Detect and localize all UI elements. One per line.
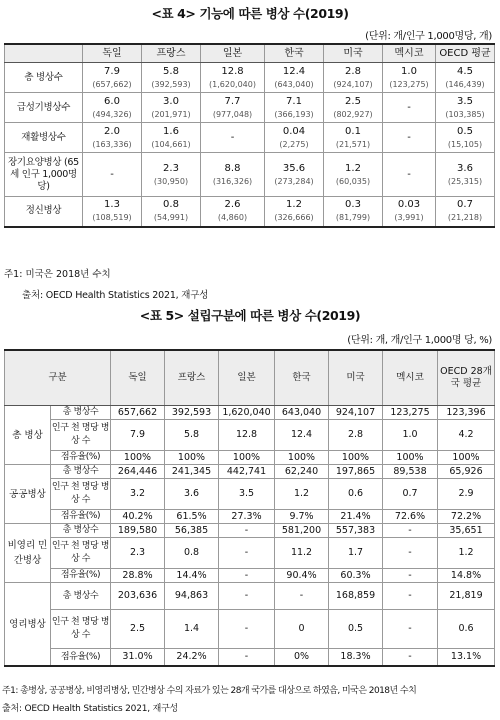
- table4-row: [5, 63, 495, 93]
- table5-cell: 21,819: [438, 583, 495, 610]
- table4-cell-value: 0.04: [282, 125, 306, 137]
- table5-cell: 100%: [275, 451, 329, 465]
- table4-cell-count: (123,275): [389, 79, 429, 89]
- table5-cell: 72.2%: [438, 510, 495, 524]
- table4-cell: [324, 93, 383, 123]
- table4-cell-value: 0.1: [345, 125, 361, 137]
- table4-row-label: 정신병상: [5, 197, 83, 227]
- table4-cell: [265, 197, 324, 227]
- table5-cell: 100%: [383, 451, 438, 465]
- table5-header-cell: 미국: [329, 350, 383, 406]
- table4-cell-value: 35.6: [282, 162, 306, 174]
- table5-cell: -: [275, 583, 329, 610]
- table4-cell-value: 2.6: [224, 199, 241, 211]
- table4-cell: [142, 123, 201, 153]
- table4-cell-count: (146,439): [445, 79, 485, 89]
- table5-cell: -: [383, 538, 438, 569]
- table5-note: 주1: 총병상, 공공병상, 비영리병상, 민간병상 수의 자료가 있는 28개 국가를 대상으로 하였음, 미국은 2018년 수치: [2, 686, 417, 696]
- table5-header-cell: 구분: [5, 350, 111, 406]
- table4-cell-count: (316,326): [212, 176, 253, 186]
- table5-cell: 123,275: [383, 406, 438, 420]
- table5-cell: 100%: [438, 451, 495, 465]
- table5-header-cell: 일본: [219, 350, 275, 406]
- table5-cell: 1.2: [438, 538, 495, 569]
- table5-cell: 1.4: [165, 610, 219, 649]
- table5: [4, 349, 495, 667]
- table4-cell-count: (21,218): [447, 213, 483, 223]
- table5-item-label: 인구 천 명당 병상 수: [51, 610, 111, 649]
- table5-cell: 0%: [275, 649, 329, 667]
- table5-cell: 1.7: [329, 538, 383, 569]
- table4-cell-value: 0.8: [163, 199, 179, 211]
- table5-cell: 14.8%: [438, 569, 495, 583]
- table5-cell: 197,865: [329, 465, 383, 479]
- table4-cell: [201, 197, 265, 227]
- table5-row: [5, 524, 495, 538]
- table4-cell-value: 2.8: [345, 65, 361, 77]
- table4-row: [5, 93, 495, 123]
- table4-cell: [324, 123, 383, 153]
- table5-cell: 65,926: [438, 465, 495, 479]
- table5-cell: 0.6: [438, 610, 495, 649]
- table5-row: [5, 406, 495, 420]
- table4-cell-value: 4.5: [457, 65, 473, 77]
- table5-cell: 0.7: [383, 479, 438, 510]
- table5-cell: 94,863: [165, 583, 219, 610]
- table4-cell: [83, 197, 142, 227]
- table4-cell-count: (81,799): [335, 213, 371, 223]
- table4-row: [5, 197, 495, 227]
- table5-cell: 2.8: [329, 420, 383, 451]
- table5-cell: 2.5: [111, 610, 165, 649]
- table4-cell: [265, 93, 324, 123]
- table4-cell-count: (163,336): [92, 139, 132, 149]
- table4-title: <표 4> 기능에 따른 병상 수(2019): [151, 6, 349, 21]
- table5-cell: 100%: [111, 451, 165, 465]
- table4-cell-value: 0.5: [457, 125, 473, 137]
- table5-cell: 168,859: [329, 583, 383, 610]
- table4-cell: [436, 153, 495, 197]
- table4-header-cell: 멕시코: [383, 44, 436, 63]
- table4-cell: [142, 153, 201, 197]
- table4-cell-value: 1.0: [401, 65, 417, 77]
- table5-item-label: 총 병상수: [51, 465, 111, 479]
- table5-item-label: 인구 천 명당 병상 수: [51, 479, 111, 510]
- table5-cell: 24.2%: [165, 649, 219, 667]
- table5-cell: -: [383, 524, 438, 538]
- table4-cell-count: (1,620,040): [209, 79, 256, 89]
- table4-cell-count: (494,326): [92, 109, 132, 119]
- table4-cell-value: 12.8: [221, 65, 244, 77]
- table5-cell: 203,636: [111, 583, 165, 610]
- table5-cell: 21.4%: [329, 510, 383, 524]
- table5-cell: -: [219, 649, 275, 667]
- table4-body: [5, 63, 495, 227]
- table4-cell-count: (3,991): [394, 213, 424, 223]
- table5-cell: 62,240: [275, 465, 329, 479]
- table5-row: [5, 510, 495, 524]
- table4-cell-value: 1.2: [345, 162, 361, 174]
- table5-cell: 392,593: [165, 406, 219, 420]
- table5-cell: 56,385: [165, 524, 219, 538]
- table5-cell: 100%: [165, 451, 219, 465]
- table4-cell: [83, 63, 142, 93]
- table4-cell-value: -: [407, 169, 411, 180]
- table5-cell: 60.3%: [329, 569, 383, 583]
- table5-cell: 90.4%: [275, 569, 329, 583]
- table5-row: [5, 610, 495, 649]
- table5-cell: -: [219, 524, 275, 538]
- table4-header-cell: 독일: [83, 44, 142, 63]
- table5-group-label: 공공병상: [5, 465, 51, 524]
- table5-cell: 5.8: [165, 420, 219, 451]
- table4-cell-value: 6.0: [104, 95, 120, 107]
- table5-item-label: 점유율(%): [51, 451, 111, 465]
- table4-cell-value: 7.7: [224, 95, 241, 107]
- table5-cell: -: [219, 583, 275, 610]
- table4-cell-count: (4,860): [217, 213, 248, 223]
- table4-cell: [201, 63, 265, 93]
- table5-row: [5, 420, 495, 451]
- table5-item-label: 총 병상수: [51, 583, 111, 610]
- table4-row: [5, 153, 495, 197]
- table4-cell-count: (977,048): [212, 109, 253, 119]
- table4-cell: [142, 93, 201, 123]
- table4-cell: [83, 123, 142, 153]
- table4-cell-value: 8.8: [224, 162, 241, 174]
- table5-header-cell: 독일: [111, 350, 165, 406]
- table4-cell-value: 2.5: [345, 95, 361, 107]
- table4-cell: [383, 197, 436, 227]
- table4-source: 출처: OECD Health Statistics 2021, 재구성: [22, 290, 209, 301]
- table5-item-label: 총 병상수: [51, 524, 111, 538]
- table5-group-label: 총 병상: [5, 406, 51, 465]
- table4-row: [5, 123, 495, 153]
- table4-cell: [383, 93, 436, 123]
- table4-cell-value: 7.9: [104, 65, 120, 77]
- table4-cell: [436, 93, 495, 123]
- table4-cell: [83, 153, 142, 197]
- table4-cell: [83, 93, 142, 123]
- table5-cell: -: [219, 569, 275, 583]
- table4-cell: [265, 63, 324, 93]
- table5-cell: 581,200: [275, 524, 329, 538]
- table5-cell: 40.2%: [111, 510, 165, 524]
- table4-cell-value: 1.2: [286, 199, 302, 211]
- table4: [4, 43, 495, 228]
- table5-cell: 7.9: [111, 420, 165, 451]
- table4-cell-value: 1.3: [104, 199, 120, 211]
- table5-cell: -: [219, 610, 275, 649]
- table5-cell: 3.6: [165, 479, 219, 510]
- table4-cell: [436, 123, 495, 153]
- table4-cell-count: (924,107): [333, 79, 373, 89]
- table5-cell: 0: [275, 610, 329, 649]
- table4-cell-value: 7.1: [286, 95, 302, 107]
- table4-cell-count: (108,519): [92, 213, 132, 223]
- table4-cell: [201, 153, 265, 197]
- table4-cell-count: (104,661): [151, 139, 191, 149]
- table5-cell: 123,396: [438, 406, 495, 420]
- table5-cell: 241,345: [165, 465, 219, 479]
- table4-cell-value: 2.0: [104, 125, 120, 137]
- table5-cell: 72.6%: [383, 510, 438, 524]
- table4-cell: [383, 63, 436, 93]
- table5-item-label: 인구 천 명당 병상 수: [51, 538, 111, 569]
- table5-cell: 100%: [219, 451, 275, 465]
- table4-cell-count: (326,666): [274, 213, 314, 223]
- table5-item-label: 점유율(%): [51, 510, 111, 524]
- table4-cell-count: (802,927): [333, 109, 373, 119]
- table4-cell: [383, 123, 436, 153]
- table5-cell: -: [383, 649, 438, 667]
- table5-cell: 924,107: [329, 406, 383, 420]
- table4-cell-count: (643,040): [274, 79, 314, 89]
- table4-row-label: 총 병상수: [5, 63, 83, 93]
- table5-cell: 1.0: [383, 420, 438, 451]
- table5-cell: 442,741: [219, 465, 275, 479]
- table5-row: [5, 583, 495, 610]
- table4-cell-value: -: [407, 132, 411, 143]
- table5-unit: (단위: 개, 개/인구 1,000명 당, %): [347, 335, 492, 346]
- table5-header-row: [5, 350, 495, 406]
- table4-cell-count: (201,971): [151, 109, 191, 119]
- table4-header-cell: 미국: [324, 44, 383, 63]
- table4-cell-count: (60,035): [335, 176, 371, 186]
- table5-cell: 189,580: [111, 524, 165, 538]
- table4-cell: [436, 197, 495, 227]
- table5-header-cell: 프랑스: [165, 350, 219, 406]
- table4-note: 주1: 미국은 2018년 수치: [4, 269, 111, 280]
- table5-header-cell: OECD 28개국 평균: [438, 350, 495, 406]
- table5-cell: 4.2: [438, 420, 495, 451]
- table4-cell-count: (21,571): [335, 139, 371, 149]
- table4-cell-value: 2.3: [163, 162, 179, 174]
- table5-body: [5, 406, 495, 667]
- table5-item-label: 점유율(%): [51, 649, 111, 667]
- table5-item-label: 총 병상수: [51, 406, 111, 420]
- table5-group-label: 영리병상: [5, 583, 51, 667]
- table5-row: [5, 649, 495, 667]
- table4-unit: (단위: 개/인구 1,000명당, 개): [365, 31, 492, 42]
- table5-cell: 12.4: [275, 420, 329, 451]
- table5-cell: 2.3: [111, 538, 165, 569]
- table5-row: [5, 538, 495, 569]
- table5-cell: 11.2: [275, 538, 329, 569]
- table4-cell-count: (30,950): [153, 176, 189, 186]
- table5-item-label: 인구 천 명당 병상 수: [51, 420, 111, 451]
- table4-cell-count: (54,991): [153, 213, 189, 223]
- table4-cell-value: 0.3: [345, 199, 361, 211]
- table4-header-row: [5, 44, 495, 63]
- table4-cell-value: 1.6: [163, 125, 179, 137]
- table5-cell: -: [383, 583, 438, 610]
- table4-row-label: 재활병상수: [5, 123, 83, 153]
- table4-cell-value: -: [110, 169, 114, 180]
- table5-cell: 1.2: [275, 479, 329, 510]
- table4-cell-value: 0.7: [457, 199, 473, 211]
- table5-group-label: 비영리 민간병상: [5, 524, 51, 583]
- table5-cell: 264,446: [111, 465, 165, 479]
- table5-row: [5, 479, 495, 510]
- table4-cell-count: (273,284): [274, 176, 314, 186]
- table4-cell: [265, 123, 324, 153]
- table4-cell-value: -: [407, 102, 411, 113]
- table4-cell-value: -: [230, 132, 235, 143]
- table4-cell-count: (366,193): [274, 109, 314, 119]
- table5-row: [5, 465, 495, 479]
- table4-header-cell: [5, 44, 83, 63]
- table5-row: [5, 569, 495, 583]
- table5-cell: 0.6: [329, 479, 383, 510]
- table5-cell: -: [383, 569, 438, 583]
- table5-cell: 2.9: [438, 479, 495, 510]
- table4-cell-value: 0.03: [397, 199, 421, 211]
- table5-cell: 61.5%: [165, 510, 219, 524]
- table4-cell-value: 5.8: [163, 65, 179, 77]
- table5-title: <표 5> 설립구분에 따른 병상 수(2019): [139, 308, 361, 323]
- table4-cell-value: 3.0: [163, 95, 179, 107]
- table4-row-label: 장기요양병상 (65세 인구 1,000명당): [5, 153, 83, 197]
- table4-cell: [383, 153, 436, 197]
- table4-header-cell: 일본: [201, 44, 265, 63]
- table5-cell: 643,040: [275, 406, 329, 420]
- table5-cell: -: [383, 610, 438, 649]
- table4-cell-value: 12.4: [282, 65, 306, 77]
- table4-cell-count: (392,593): [151, 79, 191, 89]
- table4-header-cell: 프랑스: [142, 44, 201, 63]
- table4-cell-value: 3.6: [457, 162, 473, 174]
- table4-cell: [265, 153, 324, 197]
- table4-cell-count: (15,105): [447, 139, 483, 149]
- table5-row: [5, 451, 495, 465]
- table5-cell: 27.3%: [219, 510, 275, 524]
- table5-cell: 557,383: [329, 524, 383, 538]
- table5-cell: -: [219, 538, 275, 569]
- table5-cell: 89,538: [383, 465, 438, 479]
- table4-cell: [142, 63, 201, 93]
- table4-cell: [201, 93, 265, 123]
- table5-header-cell: 멕시코: [383, 350, 438, 406]
- table5-header-cell: 한국: [275, 350, 329, 406]
- table4-header-cell: 한국: [265, 44, 324, 63]
- table5-cell: 0.5: [329, 610, 383, 649]
- table4-cell-count: (103,385): [445, 109, 485, 119]
- table5-cell: 0.8: [165, 538, 219, 569]
- table4-cell: [201, 123, 265, 153]
- table4-cell-count: (657,662): [92, 79, 132, 89]
- table5-cell: 35,651: [438, 524, 495, 538]
- table4-cell: [324, 197, 383, 227]
- table4-row-label: 급성기병상수: [5, 93, 83, 123]
- table5-cell: 18.3%: [329, 649, 383, 667]
- table5-cell: 13.1%: [438, 649, 495, 667]
- table4-cell: [324, 153, 383, 197]
- table5-source: 출처: OECD Health Statistics 2021, 재구성: [2, 704, 179, 714]
- table5-cell: 9.7%: [275, 510, 329, 524]
- table4-cell-count: (25,315): [447, 176, 483, 186]
- table5-cell: 100%: [329, 451, 383, 465]
- table4-cell-value: 3.5: [457, 95, 473, 107]
- table5-cell: 14.4%: [165, 569, 219, 583]
- table4-cell: [436, 63, 495, 93]
- table5-cell: 12.8: [219, 420, 275, 451]
- table5-cell: 1,620,040: [219, 406, 275, 420]
- table5-item-label: 점유율(%): [51, 569, 111, 583]
- table5-cell: 3.2: [111, 479, 165, 510]
- table5-cell: 657,662: [111, 406, 165, 420]
- table5-cell: 28.8%: [111, 569, 165, 583]
- table4-cell: [324, 63, 383, 93]
- table5-cell: 31.0%: [111, 649, 165, 667]
- table4-cell: [142, 197, 201, 227]
- table5-cell: 3.5: [219, 479, 275, 510]
- table4-header-cell: OECD 평균: [436, 44, 495, 63]
- table4-cell-count: (2,275): [279, 139, 309, 149]
